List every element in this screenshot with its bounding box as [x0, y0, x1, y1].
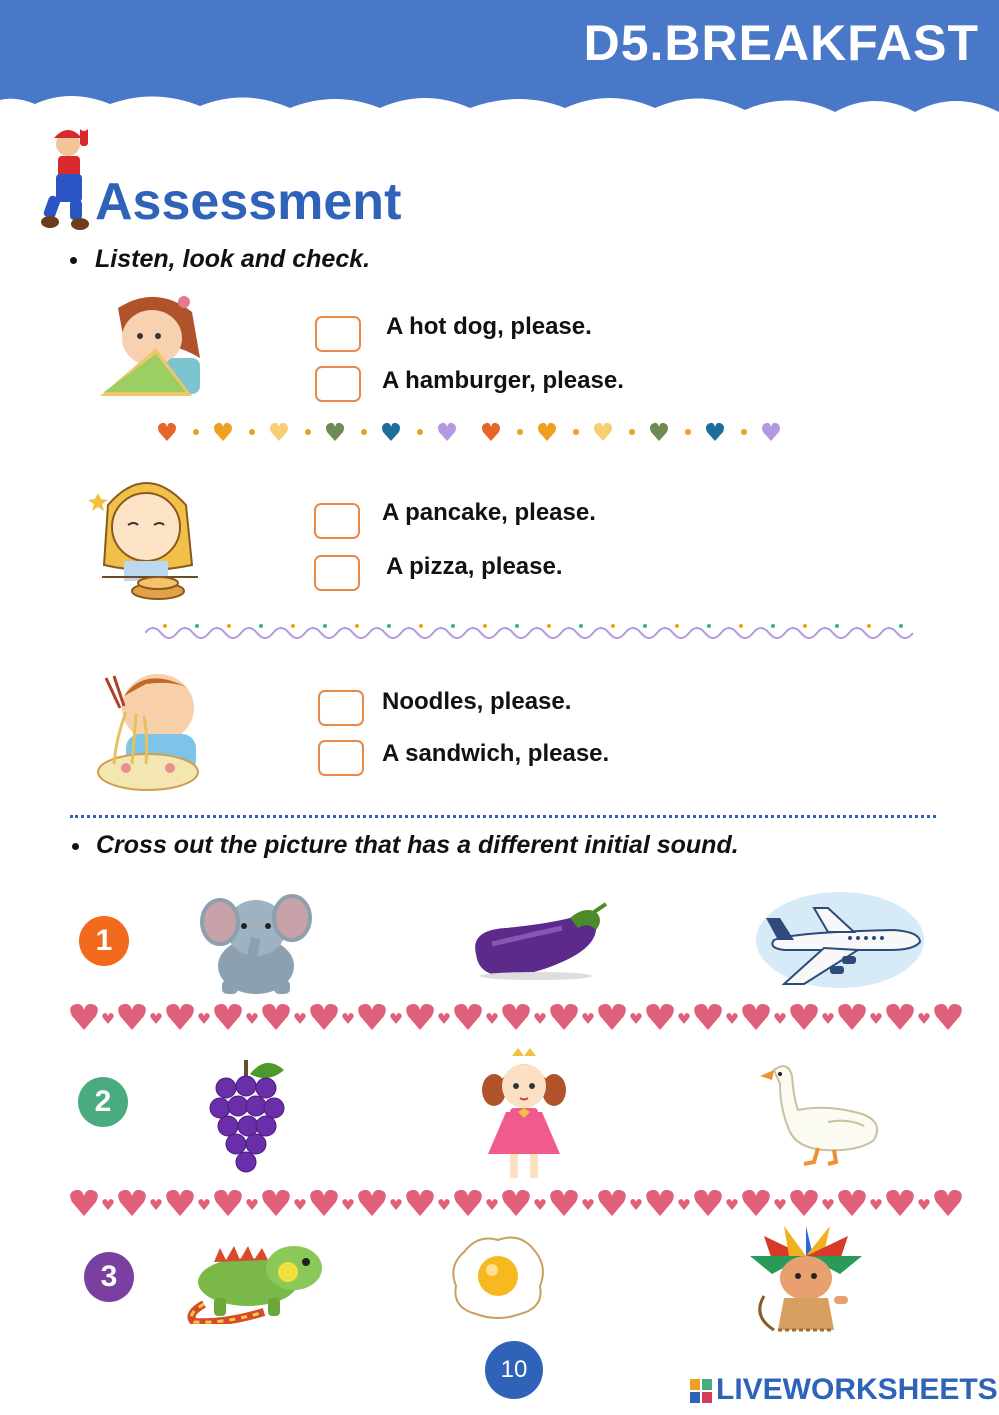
row-number-3: 3 — [84, 1252, 134, 1302]
eggplant-picture[interactable] — [466, 900, 610, 980]
mascot-icon — [38, 122, 94, 234]
native-american-boy-picture[interactable] — [744, 1226, 868, 1336]
row-number-2: 2 — [78, 1077, 128, 1127]
liveworksheets-icon — [690, 1379, 712, 1403]
instruction-listen: Listen, look and check. — [95, 245, 371, 273]
goose-picture[interactable] — [758, 1060, 886, 1166]
elephant-picture[interactable] — [198, 888, 314, 1000]
checkbox-hot-dog[interactable] — [315, 316, 361, 352]
girl-picture[interactable] — [476, 1046, 572, 1184]
airplane-picture[interactable] — [754, 888, 926, 992]
checkbox-sandwich[interactable] — [318, 740, 364, 776]
option-pizza: A pizza, please. — [386, 553, 563, 580]
option-hot-dog: A hot dog, please. — [386, 313, 592, 340]
dotted-separator — [70, 815, 936, 818]
wavy-divider — [145, 622, 921, 644]
option-sandwich: A sandwich, please. — [382, 740, 610, 767]
bullet-icon — [70, 257, 77, 264]
heart-divider — [150, 420, 800, 446]
option-pancake: A pancake, please. — [382, 499, 596, 526]
iguana-picture[interactable] — [184, 1228, 326, 1324]
header-title: D5.BREAKFAST — [583, 15, 979, 71]
checkbox-hamburger[interactable] — [315, 366, 361, 402]
brand-text: LIVEWORKSHEETS — [716, 1373, 998, 1406]
option-noodles: Noodles, please. — [382, 688, 572, 715]
checkbox-noodles[interactable] — [318, 690, 364, 726]
bullet-icon — [72, 843, 79, 850]
heart-row-divider — [68, 1002, 968, 1034]
boy-eating-noodles-picture — [86, 668, 220, 794]
checkbox-pizza[interactable] — [314, 555, 360, 591]
row-number-1: 1 — [79, 916, 129, 966]
section-title: Assessment — [95, 173, 402, 231]
girl-eating-pancake-picture — [88, 465, 204, 607]
egg-picture[interactable] — [448, 1232, 548, 1320]
checkbox-pancake[interactable] — [314, 503, 360, 539]
option-hamburger: A hamburger, please. — [382, 367, 624, 394]
grapes-picture[interactable] — [206, 1054, 288, 1182]
heart-row-divider — [68, 1188, 968, 1220]
instruction-cross-out: Cross out the picture that has a different initial sound. — [96, 831, 739, 859]
page-number: 10 — [485, 1341, 543, 1399]
girl-eating-sandwich-picture — [96, 288, 214, 406]
